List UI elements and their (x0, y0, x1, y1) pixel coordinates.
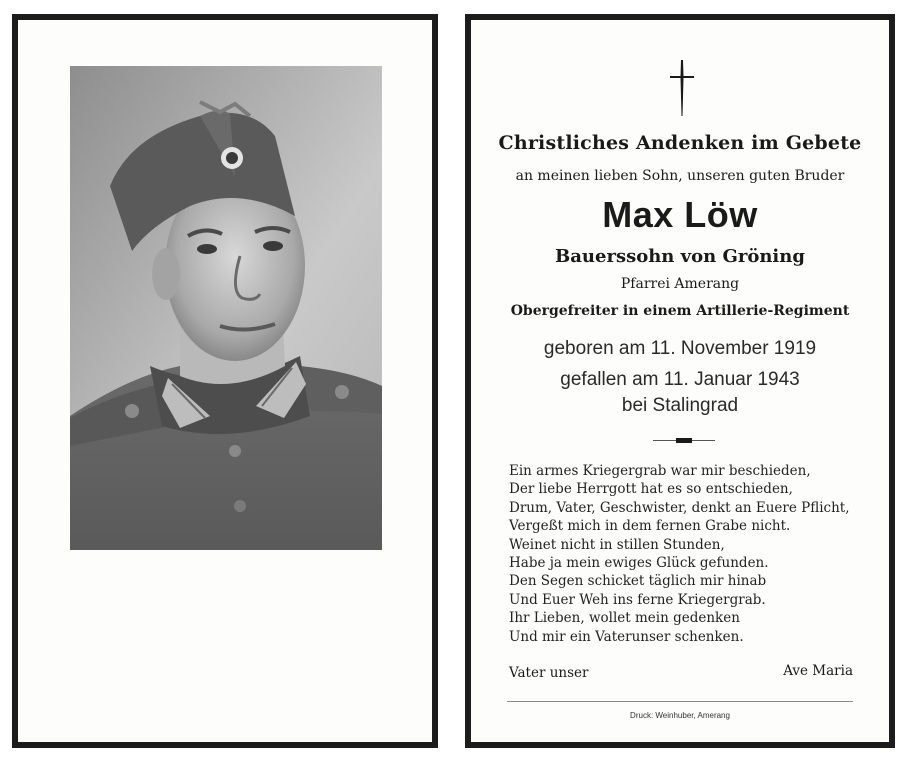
poem-line: Habe ja mein ewiges Glück gefunden. (509, 555, 769, 572)
origin: Bauerssohn von Gröning (555, 246, 805, 267)
memorial-poem (509, 462, 869, 646)
poem-line: Ihr Lieben, wollet mein gedenken (509, 610, 740, 627)
soldier-portrait-image (70, 66, 382, 550)
birth-date: geboren am 11. November 1919 (543, 338, 817, 359)
printer-credit: Druck: Weinhuber, Amerang (630, 711, 730, 720)
ornament-divider-center (676, 438, 692, 443)
poem-line: Weinet nicht in stillen Stunden, (509, 536, 725, 553)
photo-card (12, 14, 438, 748)
heading: Christliches Andenken im Gebete (498, 132, 862, 154)
text-card (465, 14, 895, 748)
deceased-name: Max Löw (602, 194, 758, 235)
portrait-photo (70, 66, 382, 550)
prayer-ave-maria: Ave Maria (783, 663, 853, 679)
poem-line: Und Euer Weh ins ferne Kriegergrab. (509, 591, 766, 608)
poem-line: Den Segen schicket täglich mir hinab (509, 573, 767, 590)
dedication: an meinen lieben Sohn, unseren guten Bruder (515, 168, 845, 184)
death-place: bei Stalingrad (621, 395, 739, 416)
poem-line: Und mir ein Vaterunser schenken. (509, 628, 744, 645)
poem-line: Drum, Vater, Geschwister, denkt an Euere Pflicht, (509, 499, 850, 516)
latin-cross-icon (669, 60, 695, 116)
poem-line: Der liebe Herrgott hat es so entschieden, (509, 481, 793, 498)
rank: Obergefreiter in einem Artillerie-Regiment (510, 303, 850, 319)
death-date: gefallen am 11. Januar 1943 (560, 369, 800, 390)
poem-line: Ein armes Kriegergrab war mir beschieden, (509, 463, 811, 479)
prayer-vater-unser: Vater unser (509, 665, 589, 681)
parish: Pfarrei Amerang (620, 276, 740, 292)
bottom-divider (507, 701, 853, 702)
poem-line: Vergeßt mich in dem fernen Grabe nicht. (509, 518, 791, 535)
